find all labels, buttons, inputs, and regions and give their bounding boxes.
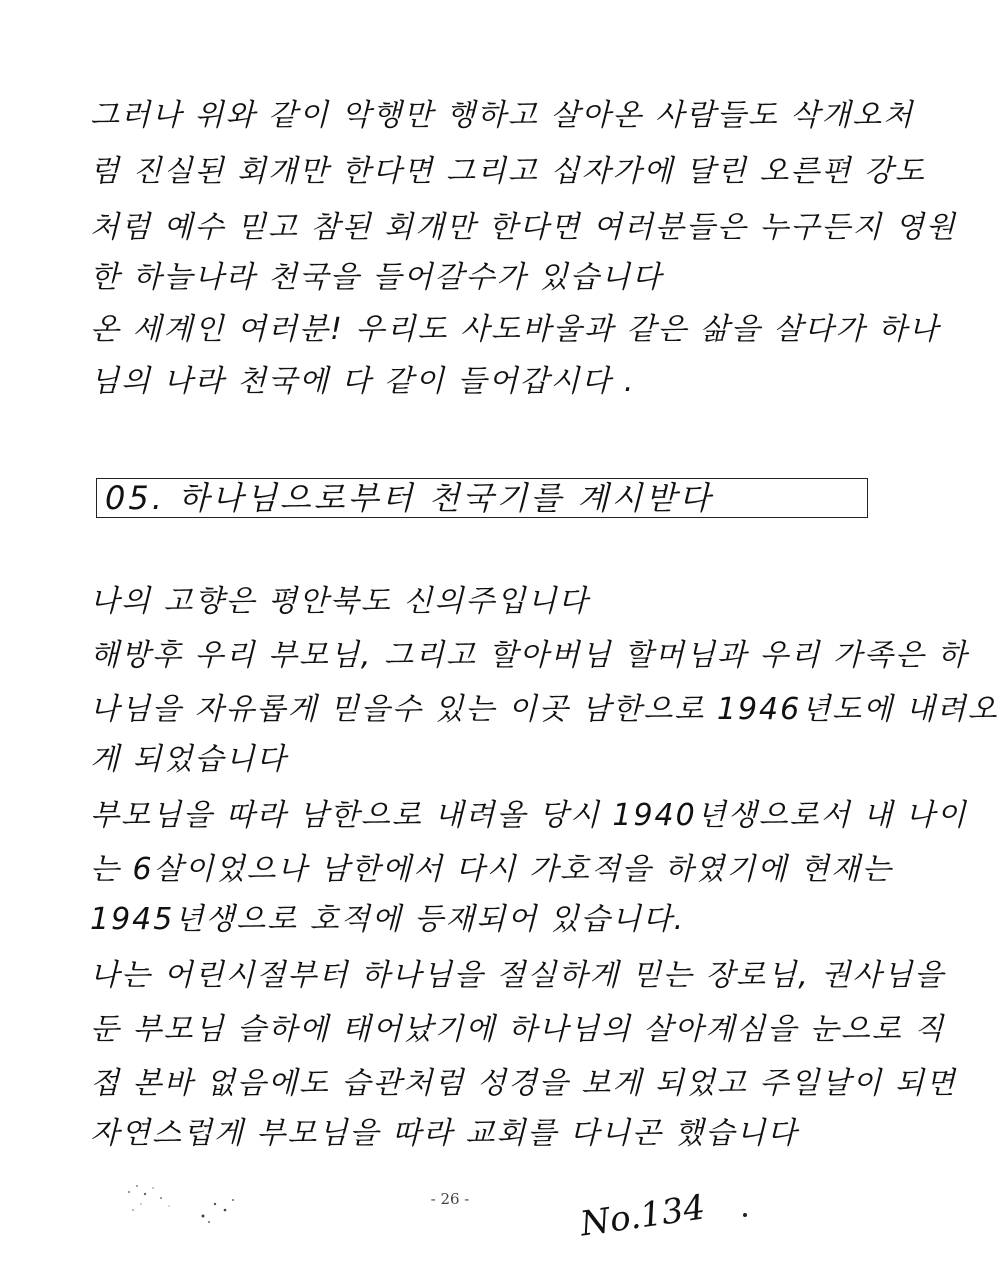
text-line: 님의 나라 천국에 다 같이 들어갑시다 . [90, 364, 636, 399]
text-line: 게 되었습니다 [90, 742, 288, 777]
scan-dot [740, 1210, 750, 1220]
text-line: 1945년생으로 호적에 등재되어 있습니다. [90, 902, 686, 937]
text-line: 자연스럽게 부모님을 따라 교회를 다니곤 했습니다 [90, 1116, 799, 1151]
handwritten-doc-number: No.134 [577, 1187, 708, 1245]
text-line: 접 본바 없음에도 습관처럼 성경을 보게 되었고 주일날이 되면 [90, 1066, 957, 1101]
section-title: 05. 하나님으로부터 천국기를 계시받다 [105, 479, 714, 517]
text-line: 나의 고향은 평안북도 신의주입니다 [90, 584, 590, 619]
text-line: 처럼 예수 믿고 참된 회개만 한다면 여러분들은 누구든지 영원 [90, 210, 957, 245]
text-line: 한 하늘나라 천국을 들어갈수가 있습니다 [90, 260, 663, 295]
text-line: 나님을 자유롭게 믿을수 있는 이곳 남한으로 1946년도에 내려오 [90, 692, 999, 727]
section-heading-box [96, 478, 868, 518]
text-line: 는 6살이었으나 남한에서 다시 가호적을 하였기에 현재는 [90, 852, 893, 887]
text-line: 나는 어린시절부터 하나님을 절실하게 믿는 장로님, 권사님을 [90, 958, 946, 993]
text-line: 온 세계인 여러분! 우리도 사도바울과 같은 삶을 살다가 하나 [90, 312, 940, 347]
text-line: 부모님을 따라 남한으로 내려올 당시 1940년생으로서 내 나이 [90, 798, 968, 833]
text-line: 럼 진실된 회개만 한다면 그리고 십자가에 달린 오른편 강도 [90, 154, 926, 189]
scan-noise [125, 1180, 245, 1230]
page-number: - 26 - [430, 1190, 470, 1208]
text-line: 둔 부모님 슬하에 태어났기에 하나님의 살아계심을 눈으로 직 [90, 1012, 946, 1047]
text-line: 해방후 우리 부모님, 그리고 할아버님 할머님과 우리 가족은 하 [90, 638, 969, 673]
text-line: 그러나 위와 같이 악행만 행하고 살아온 사람들도 삭개오처 [90, 98, 915, 133]
